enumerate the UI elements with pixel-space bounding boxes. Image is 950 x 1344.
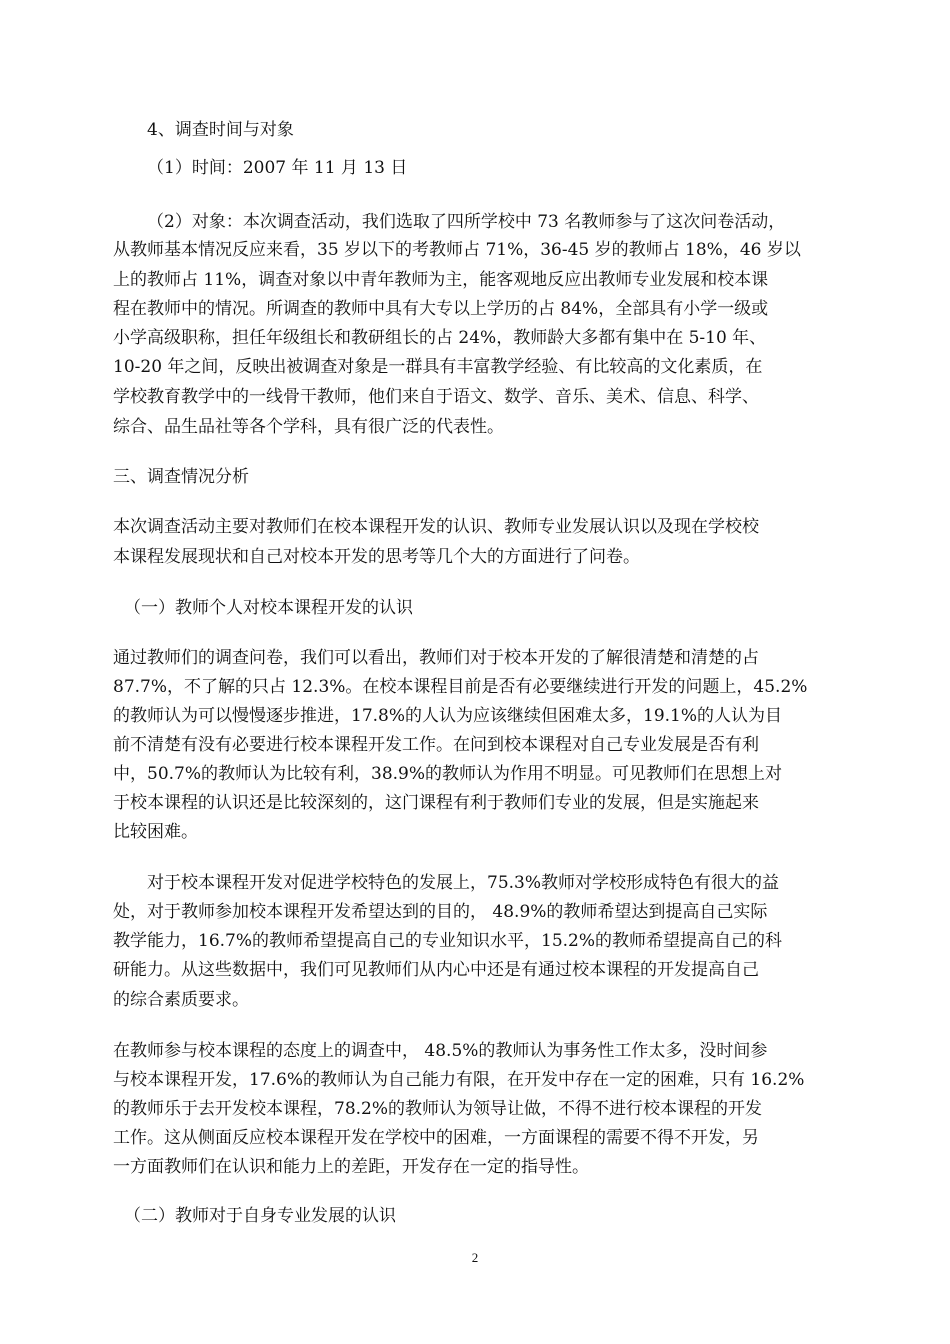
object-line-1: （2）对象：本次调查活动，我们选取了四所学校中 73 名教师参与了这次问卷活动，: [147, 212, 786, 232]
para2-line-4: 研能力。从这些数据中，我们可见教师们从内心中还是有通过校本课程的开发提高自己: [113, 960, 759, 980]
para3-line-2: 与校本课程开发，17.6%的教师认为自己能力有限，在开发中存在一定的困难，只有 16.2%: [113, 1070, 805, 1090]
page-number: 2: [471, 1250, 479, 1265]
para2-line-3: 教学能力，16.7%的教师希望提高自己的专业知识水平，15.2%的教师希望提高自己的科: [113, 931, 783, 951]
para3-line-5: 一方面教师们在认识和能力上的差距，开发存在一定的指导性。: [113, 1157, 589, 1177]
para3-line-4: 工作。这从侧面反应校本课程开发在学校中的困难，一方面课程的需要不得不开发，另: [113, 1128, 759, 1148]
subsection-heading: （二）教师对于自身专业发展的认识: [124, 1206, 396, 1226]
para1-line-1: 通过教师们的调查问卷，我们可以看出，教师们对于校本开发的了解很清楚和清楚的占: [113, 648, 759, 668]
intro-line-1: 本次调查活动主要对教师们在校本课程开发的认识、教师专业发展认识以及现在学校校: [113, 517, 759, 537]
para2-line-2: 处，对于教师参加校本课程开发希望达到的目的， 48.9%的教师希望达到提高自己实际: [113, 902, 768, 922]
object-line-6: 10-20 年之间，反映出被调查对象是一群具有丰富教学经验、有比较高的文化素质，在: [113, 357, 763, 377]
object-line-4: 程在教师中的情况。所调查的教师中具有大专以上学历的占 84%，全部具有小学一级或: [113, 299, 769, 319]
subsection-heading: （一）教师个人对校本课程开发的认识: [124, 598, 413, 618]
section-heading: 4、调查时间与对象: [147, 120, 294, 140]
object-line-8: 综合、品生品社等各个学科，具有很广泛的代表性。: [113, 417, 504, 437]
para1-line-3: 的教师认为可以慢慢逐步推进，17.8%的人认为应该继续但困难太多，19.1%的人认为目: [113, 706, 783, 726]
para1-line-2: 87.7%，不了解的只占 12.3%。在校本课程目前是否有必要继续进行开发的问题上，45.2%: [113, 677, 808, 697]
time-line: （1）时间：2007 年 11 月 13 日: [147, 158, 408, 178]
para3-line-1: 在教师参与校本课程的态度上的调查中， 48.5%的教师认为事务性工作太多，没时间参: [113, 1041, 768, 1061]
object-line-5: 小学高级职称，担任年级组长和教研组长的占 24%，教师龄大多都有集中在 5-10 年、: [113, 328, 767, 348]
section-heading: 三、调查情况分析: [113, 467, 249, 487]
para1-line-4: 前不清楚有没有必要进行校本课程开发工作。在问到校本课程对自己专业发展是否有利: [113, 735, 759, 755]
para1-line-6: 于校本课程的认识还是比较深刻的，这门课程有利于教师们专业的发展，但是实施起来: [113, 793, 759, 813]
intro-line-2: 本课程发展现状和自己对校本开发的思考等几个大的方面进行了问卷。: [113, 547, 640, 567]
para1-line-7: 比较困难。: [113, 822, 198, 842]
object-line-7: 学校教育教学中的一线骨干教师，他们来自于语文、数学、音乐、美术、信息、科学、: [113, 387, 759, 407]
para2-line-5: 的综合素质要求。: [113, 990, 249, 1010]
para2-line-1: 对于校本课程开发对促进学校特色的发展上，75.3%教师对学校形成特色有很大的益: [147, 873, 780, 893]
para3-line-3: 的教师乐于去开发校本课程，78.2%的教师认为领导让做，不得不进行校本课程的开发: [113, 1099, 763, 1119]
para1-line-5: 中，50.7%的教师认为比较有利，38.9%的教师认为作用不明显。可见教师们在思想上对: [113, 764, 783, 784]
object-line-2: 从教师基本情况反应来看，35 岁以下的考教师占 71%，36-45 岁的教师占 18%，46 岁以: [113, 240, 801, 260]
object-line-3: 上的教师占 11%，调查对象以中青年教师为主，能客观地反应出教师专业发展和校本课: [113, 270, 769, 290]
